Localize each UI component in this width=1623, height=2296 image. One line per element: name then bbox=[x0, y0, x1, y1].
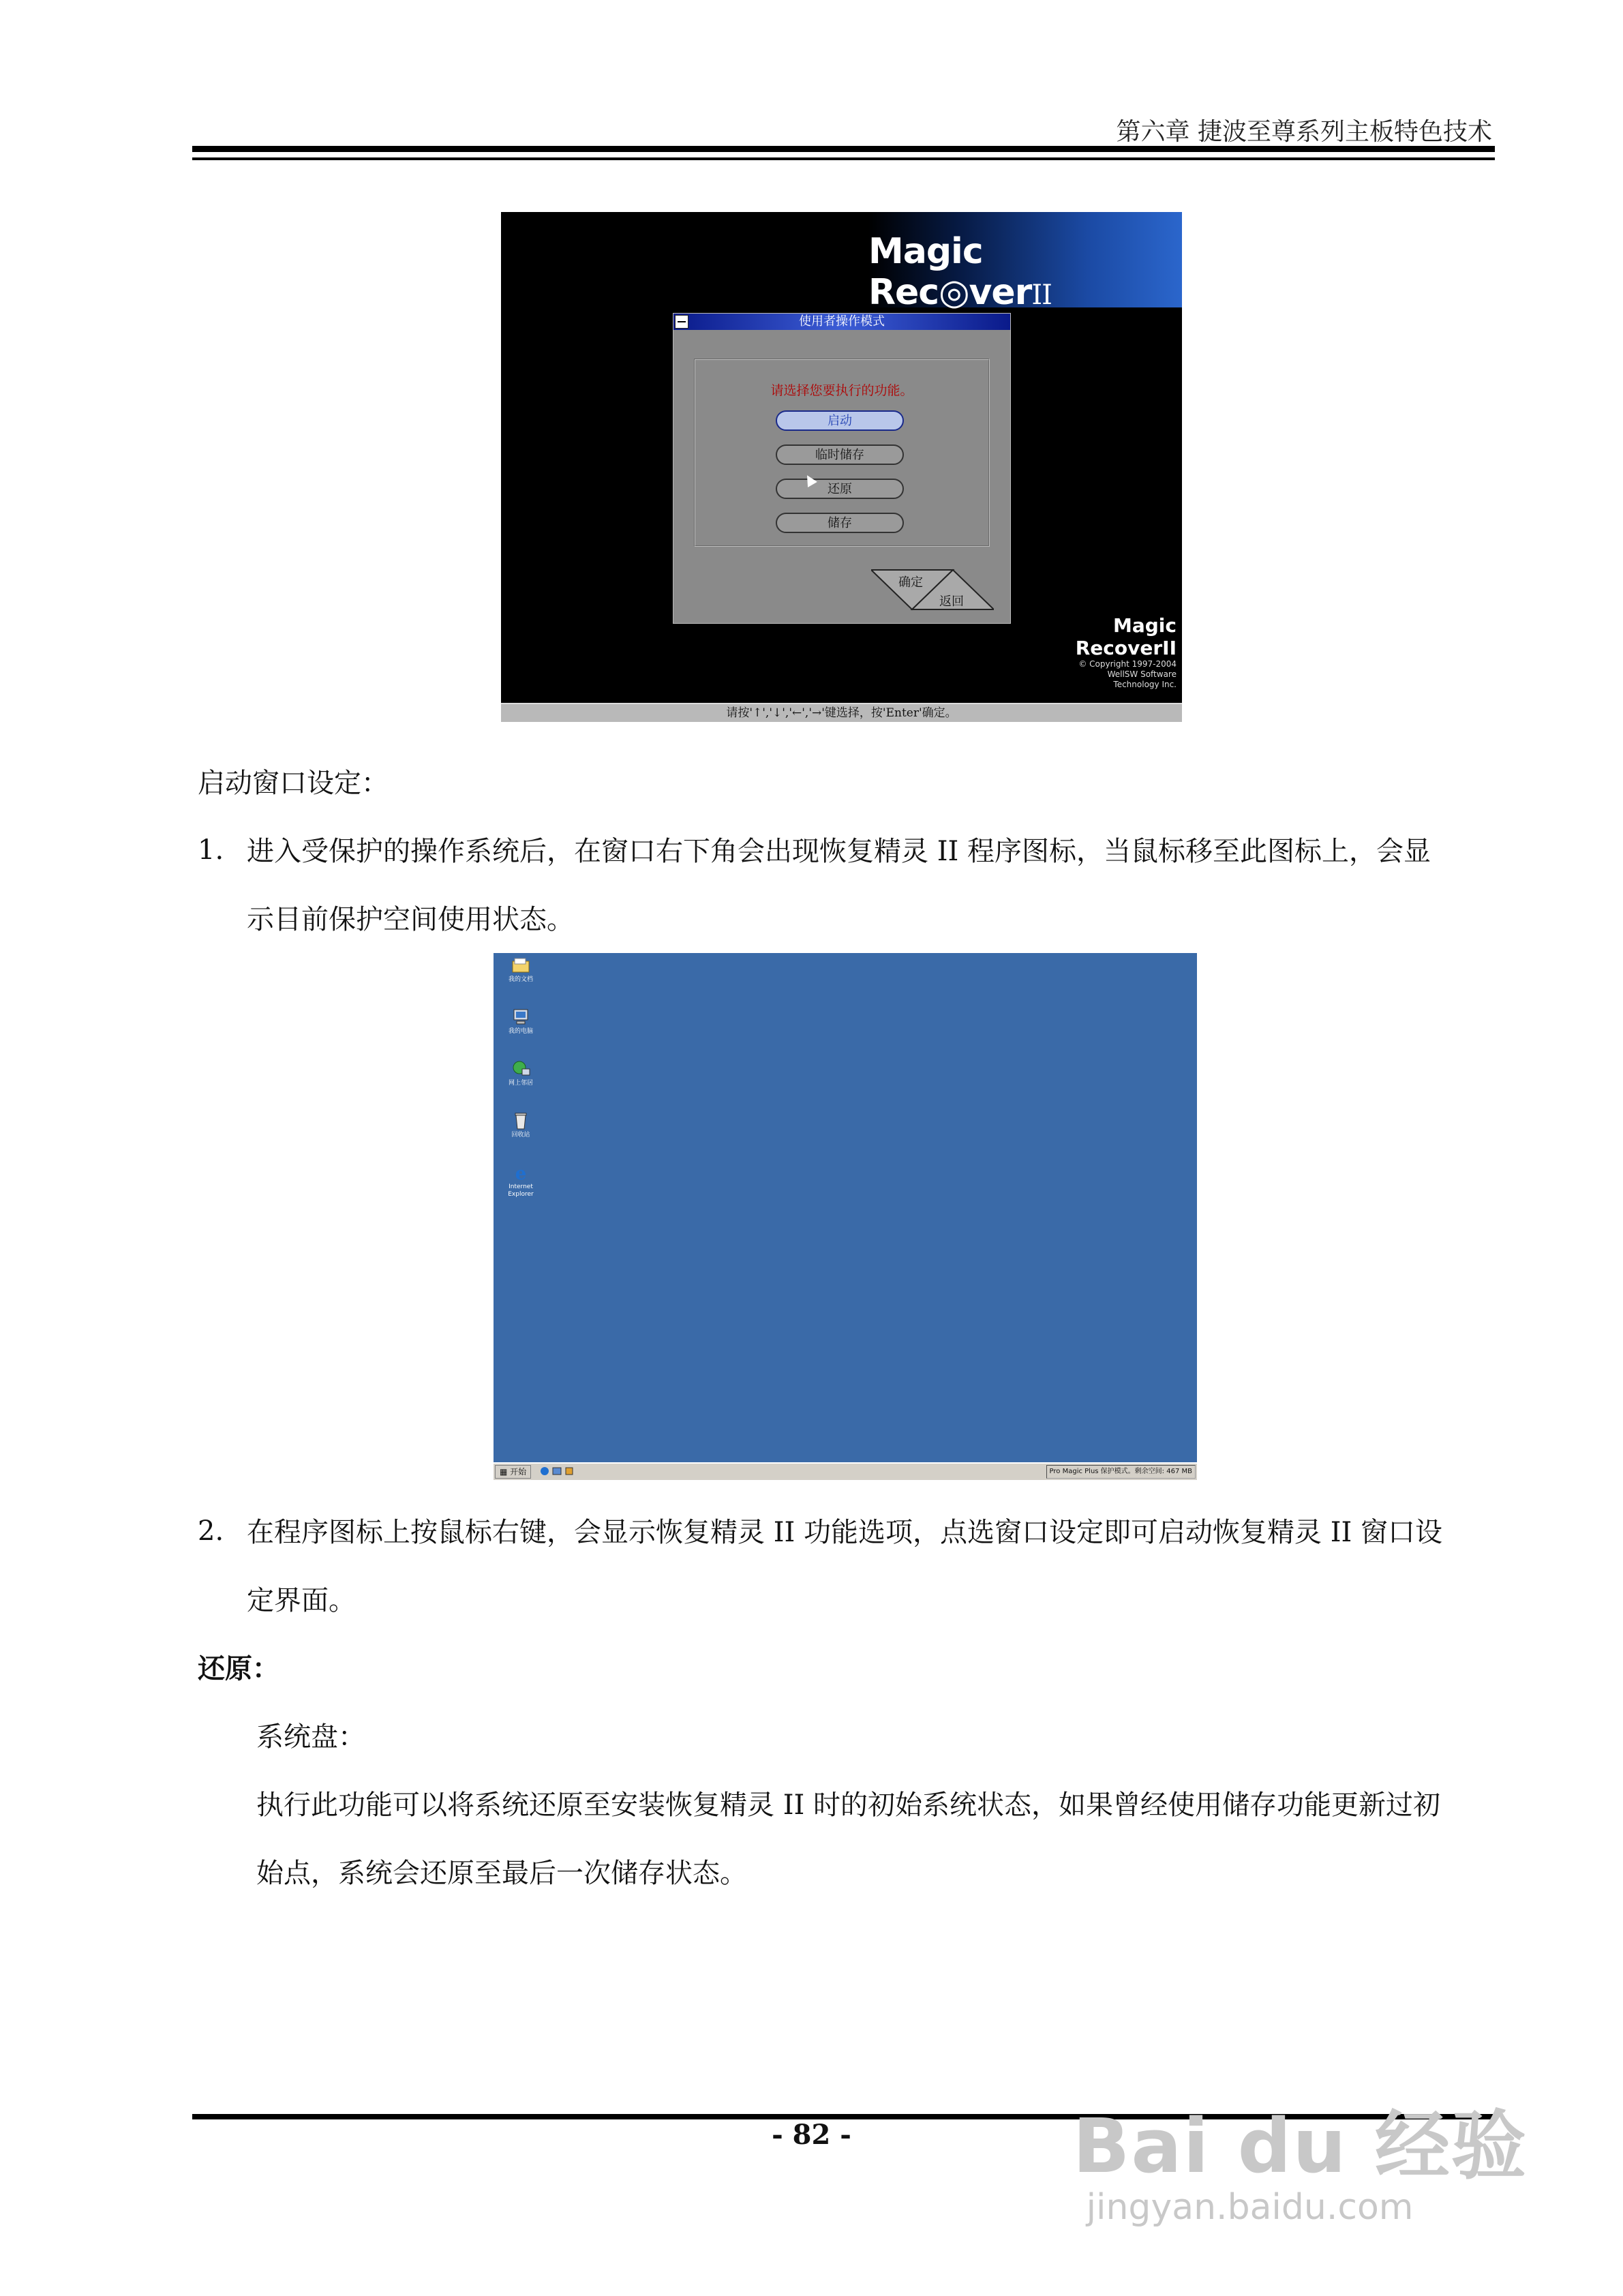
ok-button[interactable]: 确定 bbox=[898, 575, 923, 590]
back-button[interactable]: 返回 bbox=[939, 594, 964, 609]
item-1-line-1: 进入受保护的操作系统后，在窗口右下角会出现恢复精灵 II 程序图标，当鼠标移至此图标上，会显 bbox=[247, 836, 1431, 867]
item-2-number: 2. bbox=[198, 1515, 224, 1547]
lifebuoy-icon: ◎ bbox=[939, 272, 969, 313]
option-temp-save-button[interactable]: 临时储存 bbox=[776, 444, 904, 465]
option-boot-button[interactable]: 启动 bbox=[776, 410, 904, 431]
option-restore-button[interactable]: 还原 bbox=[776, 479, 904, 499]
start-button[interactable]: ▦ 开始 bbox=[495, 1465, 531, 1479]
action-buttons bbox=[871, 564, 994, 612]
baidu-watermark: Bai du 经验 jingyan.baidu.com bbox=[1072, 2102, 1528, 2228]
desktop-quicklaunch-icon[interactable] bbox=[552, 1466, 562, 1476]
page-number: - 82 - bbox=[772, 2119, 851, 2151]
desktop-icon-internet-explorer[interactable]: e Internet Explorer bbox=[508, 1164, 534, 1198]
banner-logo: Magic Rec◎verII bbox=[868, 231, 1052, 313]
running-header: 第六章 捷波至尊系列主板特色技术 bbox=[1116, 118, 1492, 146]
corner-logo: Magic RecoverII © Copyright 1997-2004 WellSW Software Technology Inc. bbox=[1075, 614, 1177, 689]
item-2-line-2: 定界面。 bbox=[247, 1585, 356, 1616]
restore-para-line-1: 执行此功能可以将系统还原至安装恢复精灵 II 时的初始系统状态，如果曾经使用储存功能更新过初 bbox=[256, 1789, 1441, 1821]
options-group bbox=[694, 359, 990, 547]
dialog-title: 使用者操作模式 bbox=[799, 314, 885, 329]
header-rule-thick bbox=[192, 146, 1495, 152]
product-banner bbox=[868, 212, 1182, 313]
user-mode-dialog bbox=[673, 313, 1011, 624]
item-1-line-2: 示目前保护空间使用状态。 bbox=[247, 904, 574, 935]
dialog-titlebar bbox=[673, 314, 1010, 330]
ie-quicklaunch-icon[interactable] bbox=[540, 1466, 549, 1476]
key-hint-statusbar: 请按'↑','↓','←','→'键选择，按'Enter'确定。 bbox=[501, 703, 1182, 722]
restore-para-line-2: 始点，系统会还原至最后一次储存状态。 bbox=[256, 1858, 747, 1889]
windows-logo-icon: ▦ bbox=[500, 1467, 508, 1477]
media-quicklaunch-icon[interactable] bbox=[564, 1466, 574, 1476]
desktop-icon-network[interactable]: 网上邻居 bbox=[503, 1059, 539, 1087]
desktop-icon-my-documents[interactable]: 我的文档 bbox=[503, 956, 539, 984]
desktop-screenshot bbox=[494, 953, 1197, 1480]
item-2-line-1: 在程序图标上按鼠标右键，会显示恢复精灵 II 功能选项，点选窗口设定即可启动恢复精灵 II 窗口设 bbox=[247, 1517, 1443, 1548]
desktop-icon-recycle-bin[interactable]: 回收站 bbox=[503, 1111, 539, 1139]
system-tray[interactable]: Pro Magic Plus 保护模式。剩余空间: 467 MB bbox=[1046, 1465, 1196, 1479]
startup-window-heading: 启动窗口设定： bbox=[198, 768, 389, 799]
svg-text:e: e bbox=[515, 1164, 527, 1182]
system-disk-heading: 系统盘： bbox=[256, 1721, 365, 1753]
restore-heading: 还原： bbox=[198, 1652, 279, 1685]
system-menu-icon[interactable] bbox=[675, 315, 688, 329]
desktop-icon-my-computer[interactable]: 我的电脑 bbox=[503, 1008, 539, 1036]
taskbar bbox=[494, 1462, 1197, 1480]
choose-function-prompt: 请选择您要执行的功能。 bbox=[770, 383, 913, 398]
option-save-button[interactable]: 储存 bbox=[776, 513, 904, 533]
header-rule-thin bbox=[192, 157, 1495, 160]
magic-recover-screenshot bbox=[501, 212, 1182, 722]
item-1-number: 1. bbox=[198, 834, 224, 866]
